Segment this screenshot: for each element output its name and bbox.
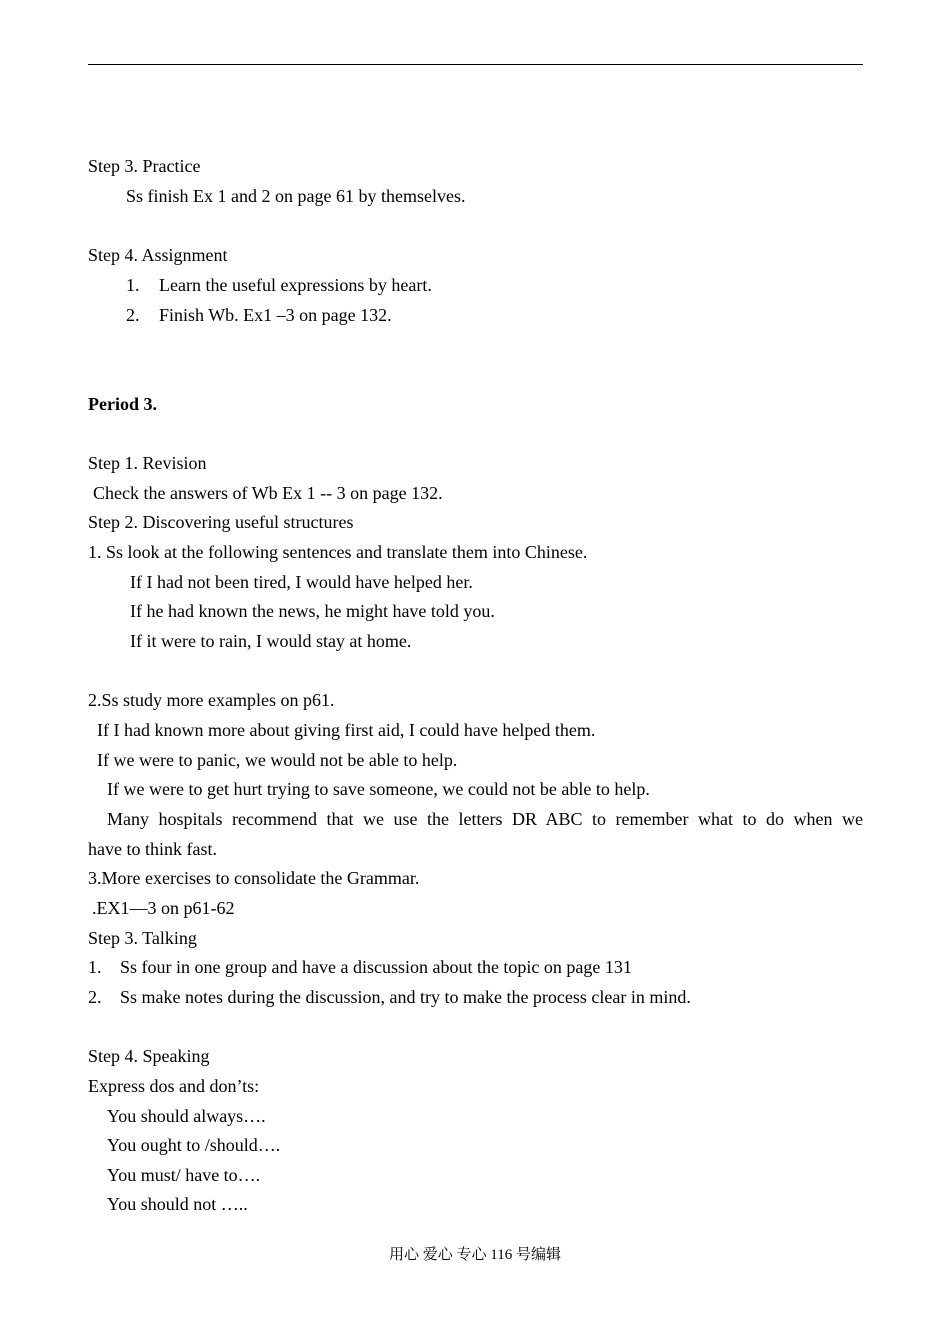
expression-line: You should always…. <box>107 1106 266 1126</box>
period-heading: Period 3. <box>88 394 157 414</box>
list-item-text: Ss make notes during the discussion, and try to make the process clear in mind. <box>120 987 691 1007</box>
step4-speaking-heading: Step 4. Speaking <box>88 1046 210 1066</box>
list-number: 2. <box>88 987 102 1007</box>
revision-text: Check the answers of Wb Ex 1 -- 3 on page 132. <box>93 483 443 503</box>
speaking-intro: Express dos and don’ts: <box>88 1076 260 1096</box>
expression-line: You should not ….. <box>107 1194 248 1214</box>
example-sentence: If we were to panic, we would not be able to help. <box>97 750 458 770</box>
example-paragraph-line: have to think fast. <box>88 839 217 859</box>
expression-line: You must/ have to…. <box>107 1165 261 1185</box>
example-sentence: If I had not been tired, I would have helped her. <box>130 572 473 592</box>
list-number: 1. <box>88 957 102 977</box>
step3-practice-heading: Step 3. Practice <box>88 156 201 176</box>
practice-text: Ss finish Ex 1 and 2 on page 61 by themselves. <box>126 186 466 206</box>
step4-assignment-heading: Step 4. Assignment <box>88 245 228 265</box>
header-rule <box>88 64 863 65</box>
example-sentence: If it were to rain, I would stay at home. <box>130 631 412 651</box>
list-number: 2. <box>126 305 140 325</box>
assignment-item-1 <box>126 274 432 296</box>
instruction-1: 1. Ss look at the following sentences and translate them into Chinese. <box>88 542 588 562</box>
page-footer: 用心 爱心 专心 116 号编辑 <box>389 1247 561 1263</box>
step1-revision-heading: Step 1. Revision <box>88 453 207 473</box>
list-item-text: Ss four in one group and have a discussion about the topic on page 131 <box>120 957 632 977</box>
instruction-3: 3.More exercises to consolidate the Grammar. <box>88 868 420 888</box>
example-sentence: If we were to get hurt trying to save someone, we could not be able to help. <box>107 779 650 799</box>
list-item-text: Finish Wb. Ex1 –3 on page 132. <box>159 305 392 325</box>
talking-item-1 <box>88 956 632 978</box>
talking-item-2 <box>88 986 691 1008</box>
expression-line: You ought to /should…. <box>107 1135 281 1155</box>
example-paragraph-line: Many hospitals recommend that we use the letters DR ABC to remember what to do when we <box>107 809 863 829</box>
example-sentence: If he had known the news, he might have told you. <box>130 601 495 621</box>
list-number: 1. <box>126 275 140 295</box>
example-sentence: If I had known more about giving first aid, I could have helped them. <box>97 720 596 740</box>
exercise-reference: .EX1—3 on p61-62 <box>92 898 235 918</box>
list-item-text: Learn the useful expressions by heart. <box>159 275 432 295</box>
step2-heading: Step 2. Discovering useful structures <box>88 512 354 532</box>
step3-talking-heading: Step 3. Talking <box>88 928 197 948</box>
instruction-2: 2.Ss study more examples on p61. <box>88 690 335 710</box>
assignment-item-2 <box>126 304 392 326</box>
